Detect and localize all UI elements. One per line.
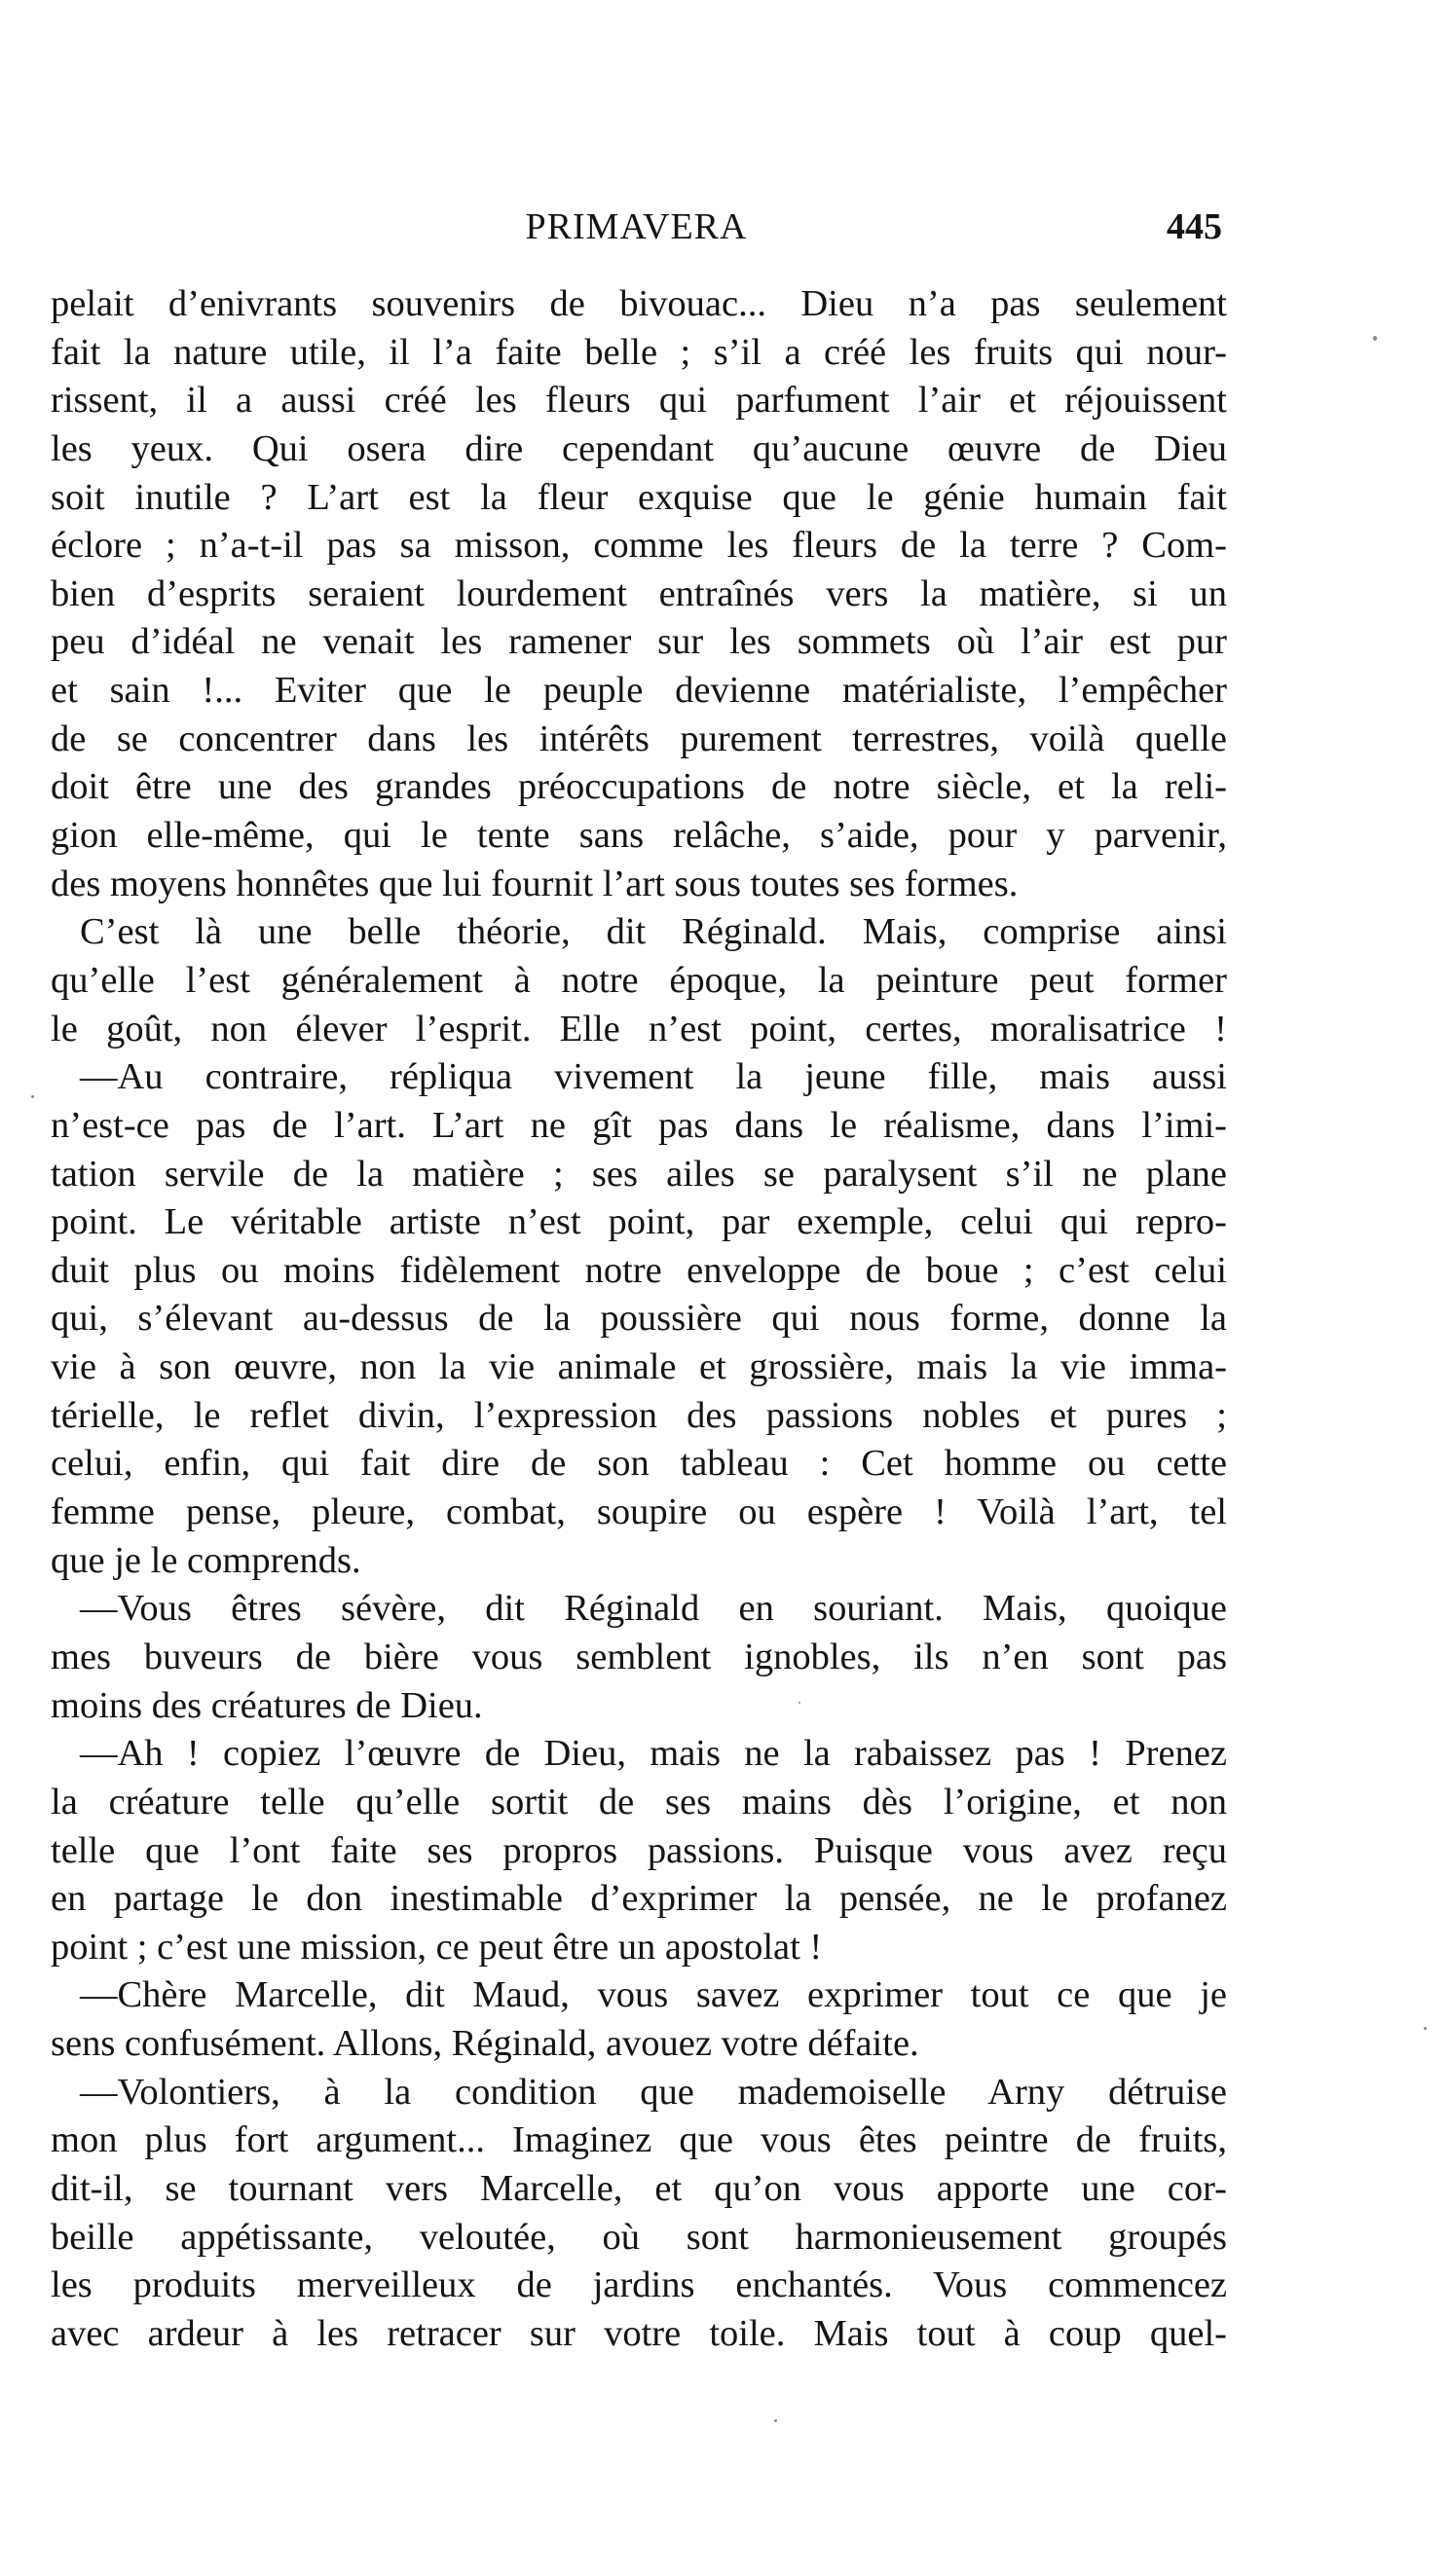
text-line: des moyens honnêtes que lui fournit l’art sous toutes ses formes.	[51, 863, 1019, 904]
paper-speck	[799, 1702, 800, 1704]
text-line: point. Le véritable artiste n’est point, par exemple, celui qui repro-	[51, 1201, 1227, 1243]
text-line: la créature telle qu’elle sortit de ses mains dès l’origine, et non	[51, 1781, 1227, 1822]
text-line: dit-il, se tournant vers Marcelle, et qu’on vous apporte une cor-	[51, 2167, 1227, 2209]
paper-speck	[774, 2419, 777, 2422]
text-line: point ; c’est une mission, ce peut être un apostolat !	[51, 1926, 823, 1968]
text-line: —Volontiers, à la condition que mademoiselle Arny détruise	[80, 2071, 1227, 2113]
text-line: qui, s’élevant au-dessus de la poussière qui nous forme, donne la	[51, 1298, 1227, 1340]
text-line: le goût, non élever l’esprit. Elle n’est point, certes, moralisatrice !	[51, 1008, 1227, 1049]
running-title: PRIMAVERA	[525, 206, 748, 247]
text-line: mes buveurs de bière vous semblent ignobles, ils n’en sont pas	[51, 1636, 1227, 1677]
text-line: —Chère Marcelle, dit Maud, vous savez exprimer tout ce que je	[80, 1974, 1227, 2016]
text-line: et sain !... Eviter que le peuple devienne matérialiste, l’empêcher	[51, 670, 1227, 712]
text-line: mon plus fort argument... Imaginez que vous êtes peintre de fruits,	[51, 2119, 1227, 2161]
text-line: —Au contraire, répliqua vivement la jeune fille, mais aussi	[80, 1056, 1227, 1098]
text-line: éclore ; n’a-t-il pas sa misson, comme les fleurs de la terre ? Com-	[51, 525, 1227, 567]
text-line: —Ah ! copiez l’œuvre de Dieu, mais ne la rabaissez pas ! Prenez	[80, 1733, 1227, 1775]
text-line: doit être une des grandes préoccupations de notre siècle, et la reli-	[51, 766, 1227, 808]
paper-speck	[1424, 2027, 1427, 2030]
text-line: sens confusément. Allons, Réginald, avouez votre défaite.	[51, 2023, 919, 2065]
text-line: les produits merveilleux de jardins enchantés. Vous commencez	[51, 2264, 1227, 2306]
text-line: tation servile de la matière ; ses ailes se paralysent s’il ne plane	[51, 1153, 1227, 1195]
text-line: beille appétissante, veloutée, où sont harmonieusement groupés	[51, 2216, 1227, 2258]
text-line: celui, enfin, qui fait dire de son tableau : Cet homme ou cette	[51, 1443, 1227, 1485]
text-line: les yeux. Qui osera dire cependant qu’aucune œuvre de Dieu	[51, 427, 1227, 469]
body-text	[51, 280, 1227, 2359]
text-line: n’est-ce pas de l’art. L’art ne gît pas dans le réalisme, dans l’imi-	[51, 1104, 1227, 1146]
text-line: gion elle-même, qui le tente sans relâche, s’aide, pour y parvenir,	[51, 815, 1227, 857]
running-header	[51, 200, 1222, 254]
text-line: pelait d’enivrants souvenirs de bivouac... Dieu n’a pas seulement	[51, 283, 1227, 324]
text-line: femme pense, pleure, combat, soupire ou espère ! Voilà l’art, tel	[51, 1491, 1227, 1533]
text-line: en partage le don inestimable d’exprimer la pensée, ne le profanez	[51, 1878, 1227, 1920]
text-line: —Vous êtres sévère, dit Réginald en souriant. Mais, quoique	[80, 1588, 1227, 1630]
text-line: de se concentrer dans les intérêts purement terrestres, voilà quelle	[51, 718, 1227, 759]
text-line: vie à son œuvre, non la vie animale et grossière, mais la vie imma-	[51, 1346, 1227, 1388]
text-line: bien d’esprits seraient lourdement entraînés vers la matière, si un	[51, 572, 1227, 614]
text-line: rissent, il a aussi créé les fleurs qui parfument l’air et réjouissent	[51, 380, 1227, 422]
text-line: peu d’idéal ne venait les ramener sur les sommets où l’air est pur	[51, 621, 1227, 663]
text-line: C’est là une belle théorie, dit Réginald. Mais, comprise ainsi	[80, 911, 1227, 953]
text-line: moins des créatures de Dieu.	[51, 1684, 483, 1726]
paper-speck	[1373, 336, 1377, 341]
text-line: soit inutile ? L’art est la fleur exquise que le génie humain fait	[51, 476, 1227, 518]
text-line: térielle, le reflet divin, l’expression des passions nobles et pures ;	[51, 1394, 1227, 1436]
text-line: duit plus ou moins fidèlement notre enveloppe de boue ; c’est celui	[51, 1249, 1227, 1291]
page-number: 445	[1167, 206, 1222, 247]
text-line: que je le comprends.	[51, 1539, 361, 1581]
text-line: avec ardeur à les retracer sur votre toile. Mais tout à coup quel-	[51, 2312, 1227, 2354]
paper-speck	[31, 1095, 34, 1098]
text-line: telle que l’ont faite ses propros passions. Puisque vous avez reçu	[51, 1829, 1227, 1871]
text-line: fait la nature utile, il l’a faite belle ; s’il a créé les fruits qui nour-	[51, 331, 1227, 373]
text-line: qu’elle l’est généralement à notre époque, la peinture peut former	[51, 959, 1227, 1001]
